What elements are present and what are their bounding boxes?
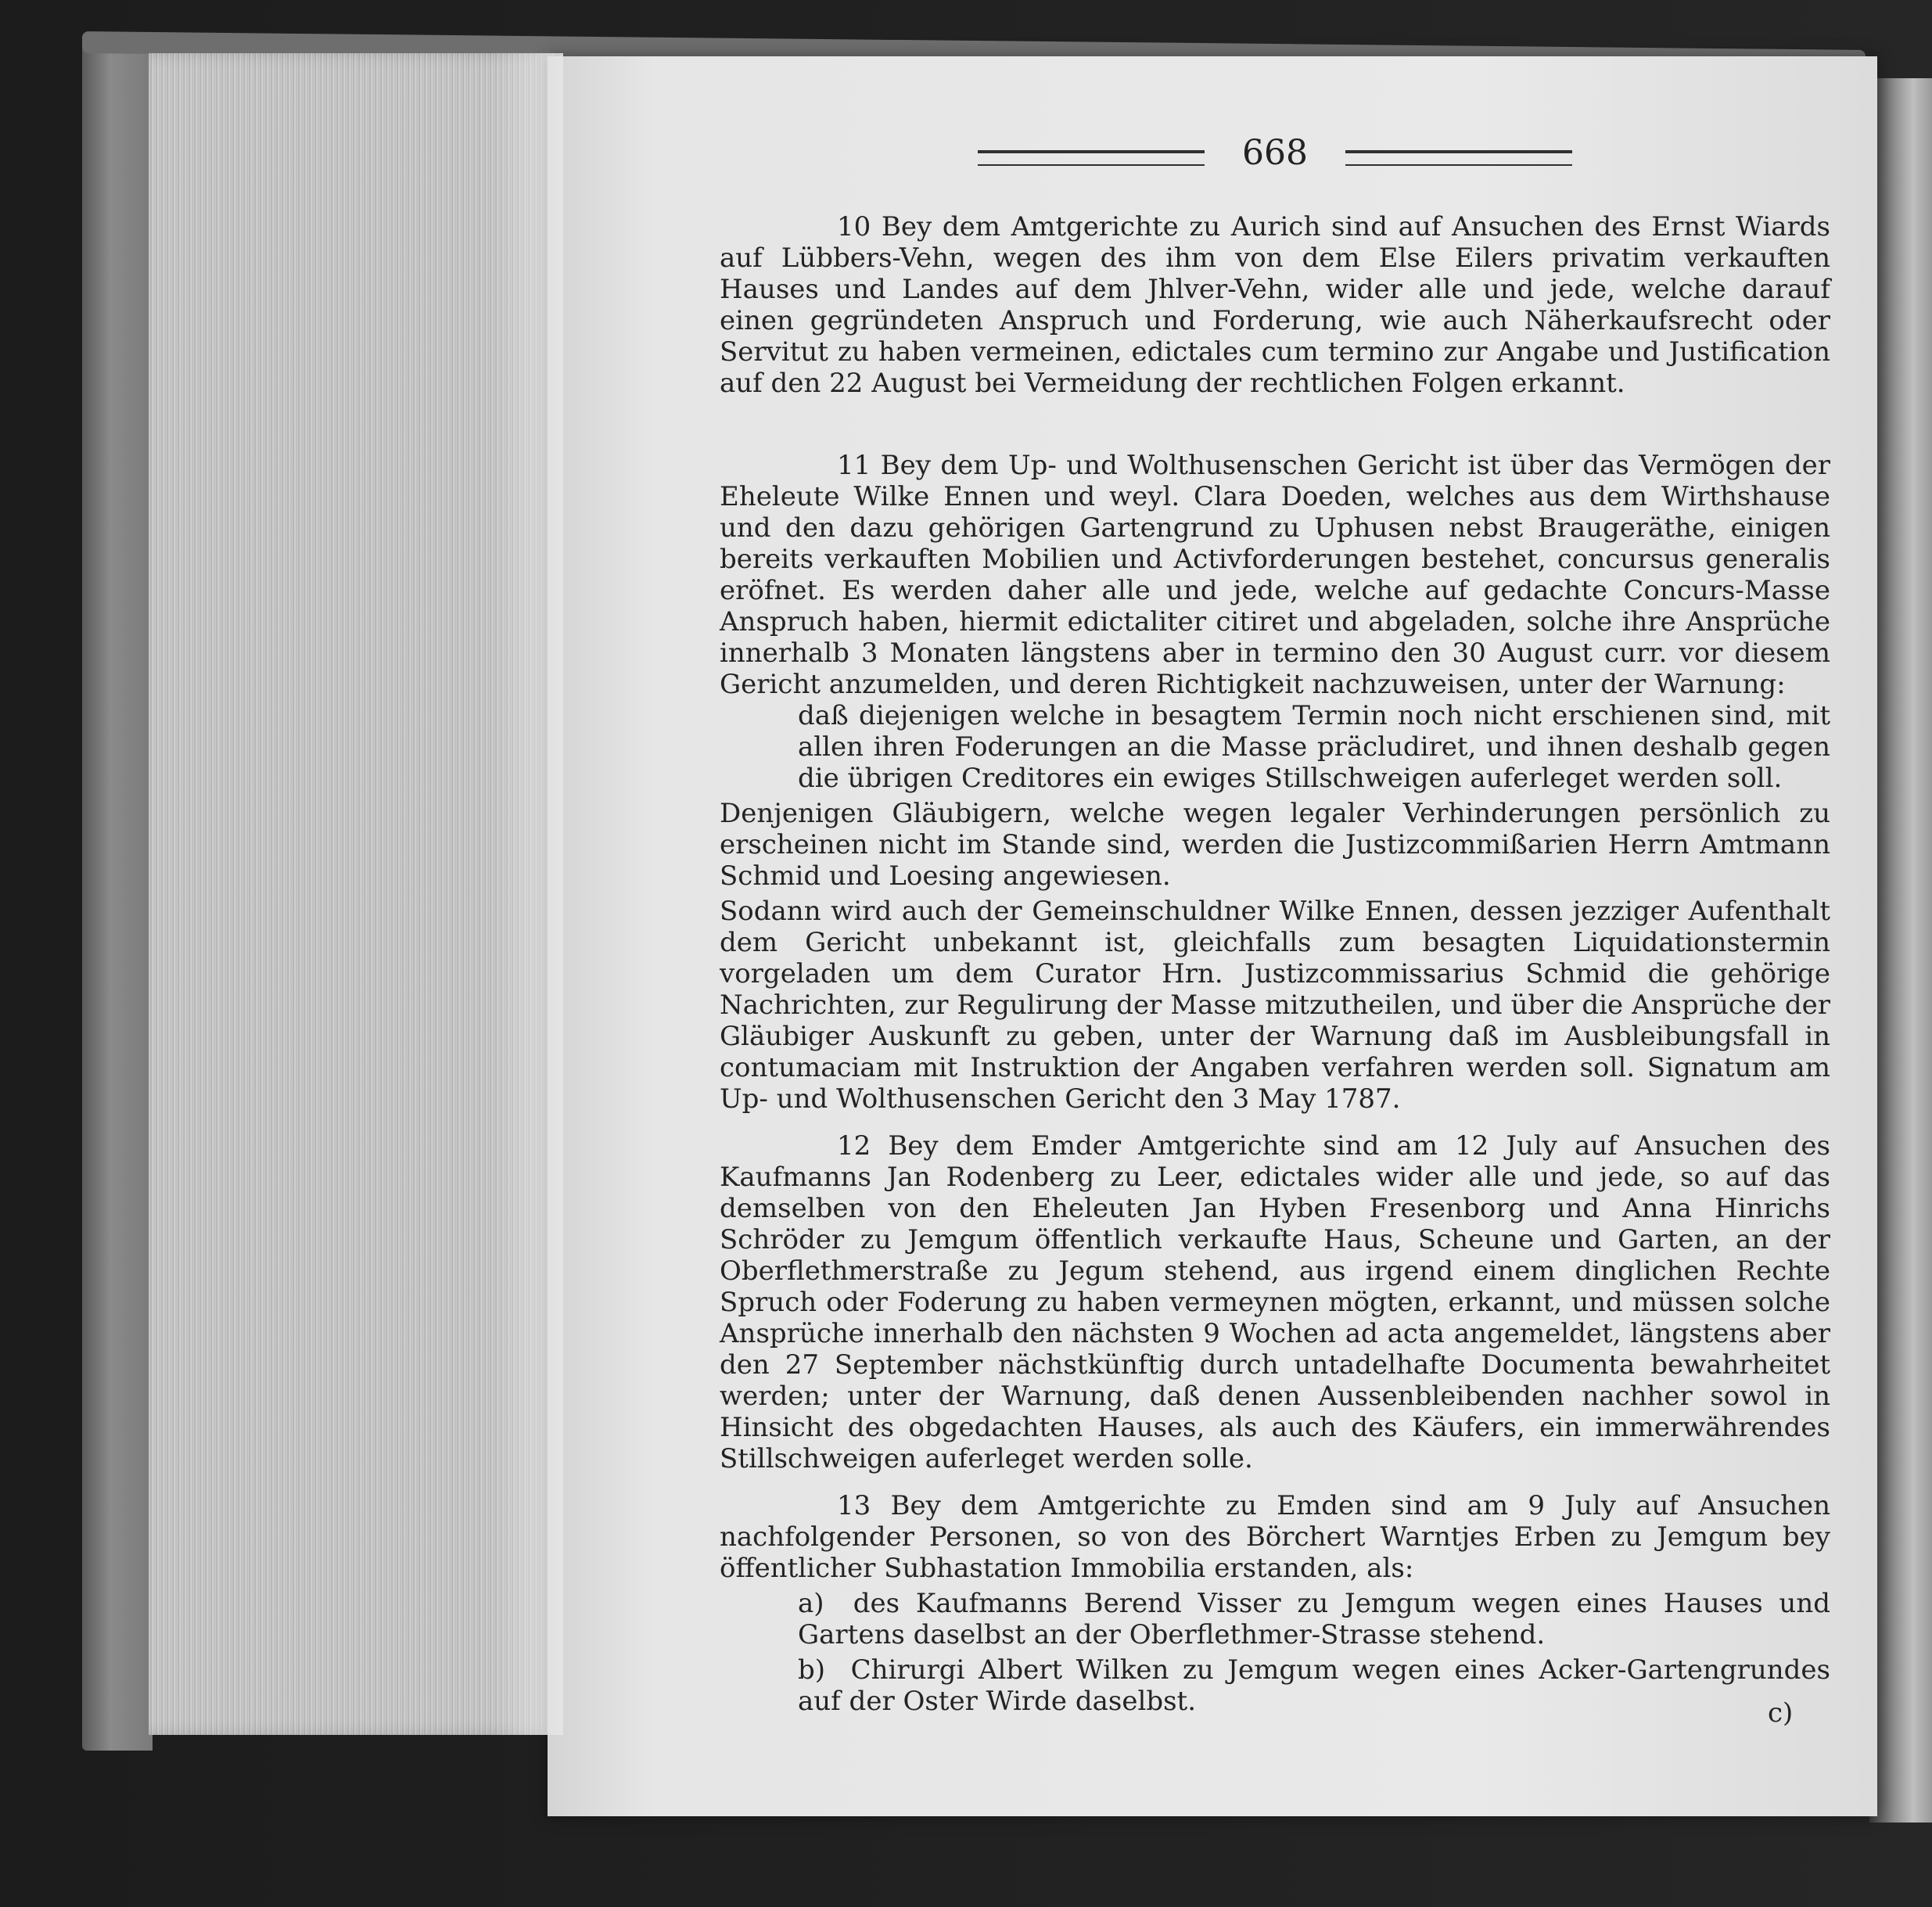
item-a-text: des Kaufmanns Berend Visser zu Jemgum wegen eines Hauses und Gartens daselbst an der Oberflethmer-Strasse stehend. bbox=[798, 1588, 1830, 1650]
paragraph-11-text: 11 Bey dem Up- und Wolthusenschen Gericht ist über das Vermögen der Eheleute Wilke Ennen und weyl. Clara Doeden, welches aus dem Wirthshause und den dazu gehörigen Gartengrund zu Uphusen nebst Braugeräthe, einigen bereits verkauften Mobilien und Activforderungen bestehet, concursus generalis eröfnet. Es werden daher alle und jede, welche auf gedachte Concurs-Masse Anspruch haben, hiermit edictaliter citiret und abgeladen, solche ihre Ansprüche innerhalb 3 Monaten längstens aber in termino den 30 August curr. vor diesem Gericht anzumelden, und deren Richtigkeit nachzuweisen, unter der Warnung: bbox=[720, 450, 1830, 700]
book-cover-edge bbox=[82, 45, 153, 1751]
header-rule-right bbox=[1345, 150, 1572, 166]
paragraph-12 bbox=[720, 1130, 1830, 1474]
page-number: 668 bbox=[1242, 133, 1308, 173]
paragraph-10-text: 10 Bey dem Amtgerichte zu Aurich sind auf Ansuchen des Ernst Wiards auf Lübbers-Vehn, wegen des ihm von dem Else Eilers privatim verkauften Hauses und Landes auf dem Jhlver-Vehn, wider alle und jede, welche darauf einen gegründeten Anspruch und Forderung, wie auch Näherkaufsrecht oder Servitut zu haben vermeinen, edictales cum termino zur Angabe und Justification auf den 22 August bei Vermeidung der rechtlichen Folgen erkannt. bbox=[720, 211, 1830, 399]
paragraph-11-debtor bbox=[720, 896, 1830, 1115]
paragraph-13 bbox=[720, 1490, 1830, 1584]
paragraph-11-creditors-text: Denjenigen Gläubigern, welche wegen legaler Verhinderungen persönlich zu erscheinen nicht im Stande sind, werden die Justizcommißarien Herrn Amtmann Schmid und Loesing angewiesen. bbox=[720, 798, 1830, 892]
item-b-marker: b) bbox=[798, 1654, 826, 1686]
paragraph-13-text: 13 Bey dem Amtgerichte zu Emden sind am 9 July auf Ansuchen nachfolgender Personen, so von des Börchert Warntjes Erben zu Jemgum bey öffentlicher Subhastation Immobilia erstanden, als: bbox=[720, 1490, 1830, 1584]
item-a-marker: a) bbox=[798, 1588, 824, 1619]
header-rule-left bbox=[978, 150, 1205, 166]
paragraph-11-creditors bbox=[720, 798, 1830, 892]
paragraph-11-warning-text: daß diejenigen welche in besagtem Termin noch nicht erschienen sind, mit allen ihren Foderungen an die Masse präcludiret, und ihnen deshalb gegen die übrigen Creditores ein ewiges Stillschweigen auferleget werden soll. bbox=[798, 700, 1830, 794]
catchword: c) bbox=[1768, 1697, 1794, 1729]
paragraph-11 bbox=[720, 450, 1830, 700]
paragraph-10 bbox=[720, 211, 1830, 399]
gutter-shadow bbox=[493, 53, 563, 1735]
paragraph-11-warning bbox=[798, 700, 1830, 794]
paragraph-12-text: 12 Bey dem Emder Amtgerichte sind am 12 July auf Ansuchen des Kaufmanns Jan Rodenberg zu Leer, edictales wider alle und jede, so auf das demselben von den Eheleuten Jan Hyben Fresenborg und Anna Hinrichs Schröder zu Jemgum öffentlich verkaufte Haus, Scheune und Garten, an der Oberflethmerstraße zu Jegum stehend, aus irgend einem dinglichen Rechte Spruch oder Foderung zu haben vermeynen mögten, erkannt, und müssen solche Ansprüche innerhalb den nächsten 9 Wochen ad acta angemeldet, längstens aber den 27 September nächstkünftig durch untadelhafte Documenta bewahrheitet werden; unter der Warnung, daß denen Aussenbleibenden nachher sowol in Hinsicht des obgedachten Hauses, als auch des Käufers, ein immerwährendes Stillschweigen auferleget werden solle. bbox=[720, 1130, 1830, 1474]
right-page-edge bbox=[1869, 78, 1932, 1823]
paragraph-11-debtor-text: Sodann wird auch der Gemeinschuldner Wilke Ennen, dessen jezziger Aufenthalt dem Gericht unbekannt ist, gleichfalls zum besagten Liquidationstermin vorgeladen um dem Curator Hrn. Justizcommissarius Schmid die gehörige Nachrichten, zur Regulirung der Masse mitzutheilen, und über die Ansprüche der Gläubiger Auskunft zu geben, unter der Warnung daß im Ausbleibungsfall in contumaciam mit Instruktion der Angaben verfahren werden soll. Signatum am Up- und Wolthusenschen Gericht den 3 May 1787. bbox=[720, 896, 1830, 1115]
paragraph-13-item-a bbox=[798, 1588, 1830, 1650]
item-b-text: Chirurgi Albert Wilken zu Jemgum wegen eines Acker-Gartengrundes auf der Oster Wirde daselbst. bbox=[798, 1654, 1830, 1717]
paragraph-13-item-b bbox=[798, 1654, 1830, 1717]
page-header bbox=[978, 133, 1572, 180]
